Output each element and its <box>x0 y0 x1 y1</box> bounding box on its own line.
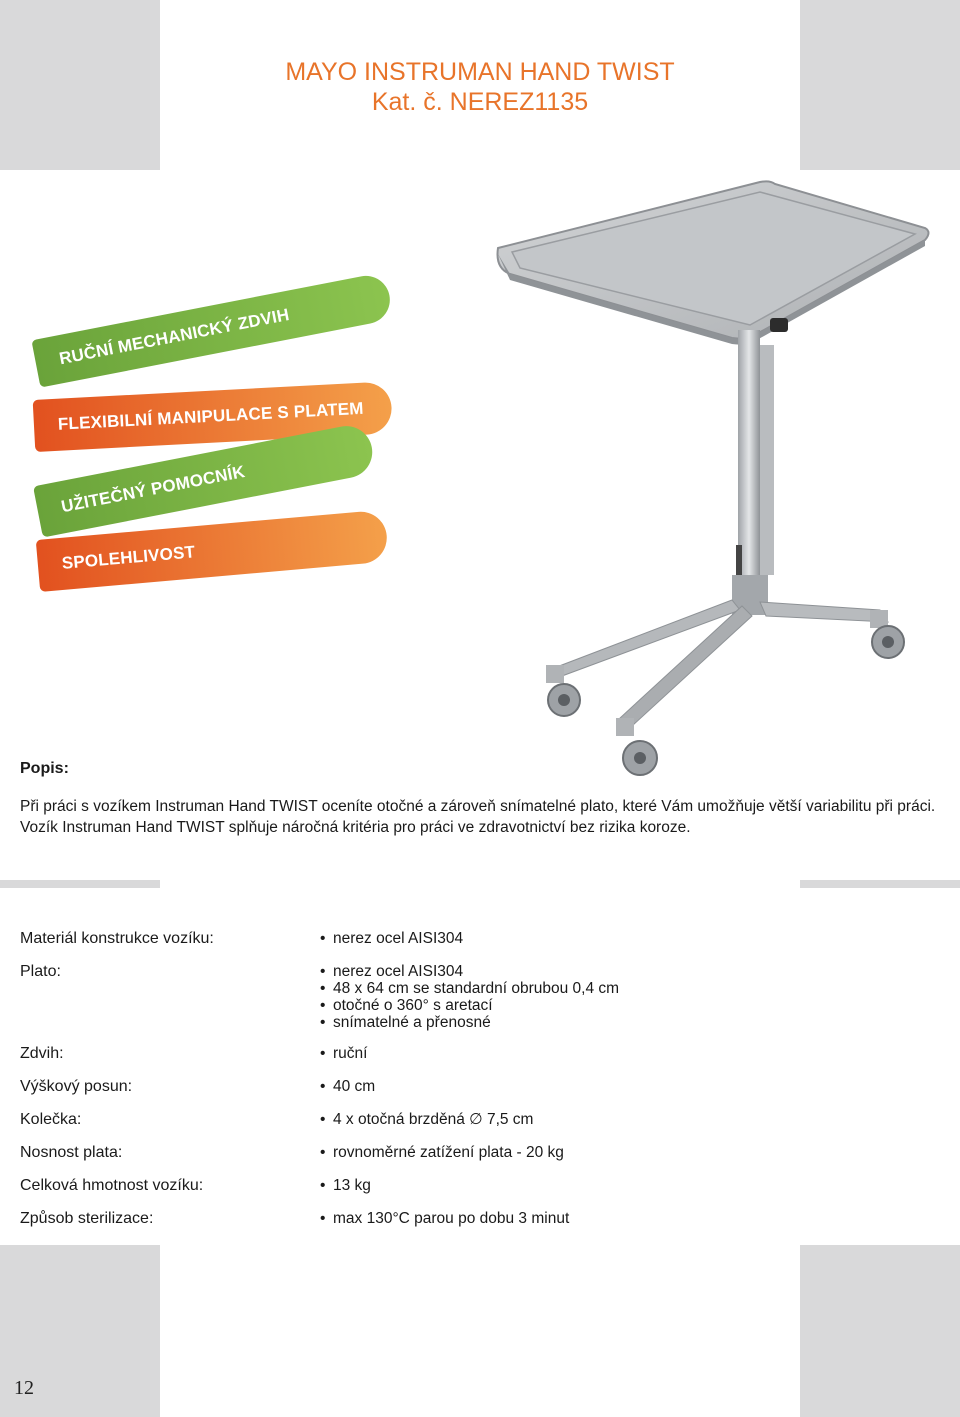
caster-left <box>546 665 580 716</box>
ribbon-label: SPOLEHLIVOST <box>61 542 196 573</box>
spec-label-material: Materiál konstrukce vozíku: <box>20 930 214 947</box>
spec-values-plato: • nerez ocel AISI304 • 48 x 64 cm se standardní obrubou 0,4 cm • otočné o 360° s aretací • snímatelné a přenosné <box>320 963 620 1031</box>
ribbon-label: UŽITEČNÝ POMOCNÍK <box>59 461 247 517</box>
corner-block-mid-right <box>800 880 960 888</box>
spec-values-kolecka: • 4 x otočná brzděná ∅ 7,5 cm <box>320 1111 534 1128</box>
spec-value: 48 x 64 cm se standardní obrubou 0,4 cm <box>333 980 620 997</box>
spec-values-nosnost: • rovnoměrné zatížení plata - 20 kg <box>320 1144 564 1161</box>
spec-label-nosnost: Nosnost plata: <box>20 1144 123 1161</box>
description-heading: Popis: <box>20 760 69 777</box>
spec-label-sterilizace: Způsob sterilizace: <box>20 1210 154 1227</box>
spec-values-vyskovy: • 40 cm <box>320 1078 376 1095</box>
spec-value: nerez ocel AISI304 <box>333 963 464 980</box>
spec-value: nerez ocel AISI304 <box>333 930 464 947</box>
description-line: Při práci s vozíkem Instruman Hand TWIST oceníte otočné a zároveň snímatelné plato, které Vám umožňuje větší variabilitu při práci. <box>20 798 936 815</box>
spec-value: otočné o 360° s aretací <box>333 997 493 1014</box>
spec-label-zdvih: Zdvih: <box>20 1045 64 1062</box>
spec-values-sterilizace: • max 130°C parou po dobu 3 minut <box>320 1210 570 1227</box>
caster-front <box>616 718 657 775</box>
spec-value: max 130°C parou po dobu 3 minut <box>333 1210 570 1227</box>
spec-value: 13 kg <box>333 1177 371 1194</box>
product-title: MAYO INSTRUMAN HAND TWIST <box>285 58 675 86</box>
mayo-table-illustration <box>470 170 960 780</box>
caster-right <box>870 610 904 658</box>
page-number: 12 <box>14 1377 34 1399</box>
spec-label-plato: Plato: <box>20 963 61 980</box>
ribbon-manual-lift <box>31 272 394 388</box>
spec-values-zdvih: • ruční <box>320 1045 368 1062</box>
spec-value: 4 x otočná brzděná ∅ 7,5 cm <box>333 1111 534 1128</box>
description-text <box>20 796 945 838</box>
corner-block-bottom-right <box>800 1245 960 1417</box>
spec-values-material: • nerez ocel AISI304 <box>320 930 464 947</box>
spec-label-vyskovy: Výškový posun: <box>20 1078 133 1095</box>
spec-value: snímatelné a přenosné <box>333 1014 491 1031</box>
spec-value: 40 cm <box>333 1078 376 1095</box>
corner-block-mid-left <box>0 880 160 888</box>
spec-label-hmotnost: Celková hmotnost vozíku: <box>20 1177 204 1194</box>
spec-values-hmotnost: • 13 kg <box>320 1177 371 1194</box>
ribbon-label: RUČNÍ MECHANICKÝ ZDVIH <box>57 304 291 369</box>
ribbon-label: FLEXIBILNÍ MANIPULACE S PLATEM <box>57 398 365 434</box>
spec-value: ruční <box>333 1045 368 1062</box>
spec-label-kolecka: Kolečka: <box>20 1111 82 1128</box>
spec-value: rovnoměrné zatížení plata - 20 kg <box>333 1144 564 1161</box>
catalog-number: Kat. č. NEREZ1135 <box>371 88 589 116</box>
description-line: Vozík Instruman Hand TWIST splňuje náročná kritéria pro práci ve zdravotnictví bez rizika koroze. <box>20 819 691 836</box>
